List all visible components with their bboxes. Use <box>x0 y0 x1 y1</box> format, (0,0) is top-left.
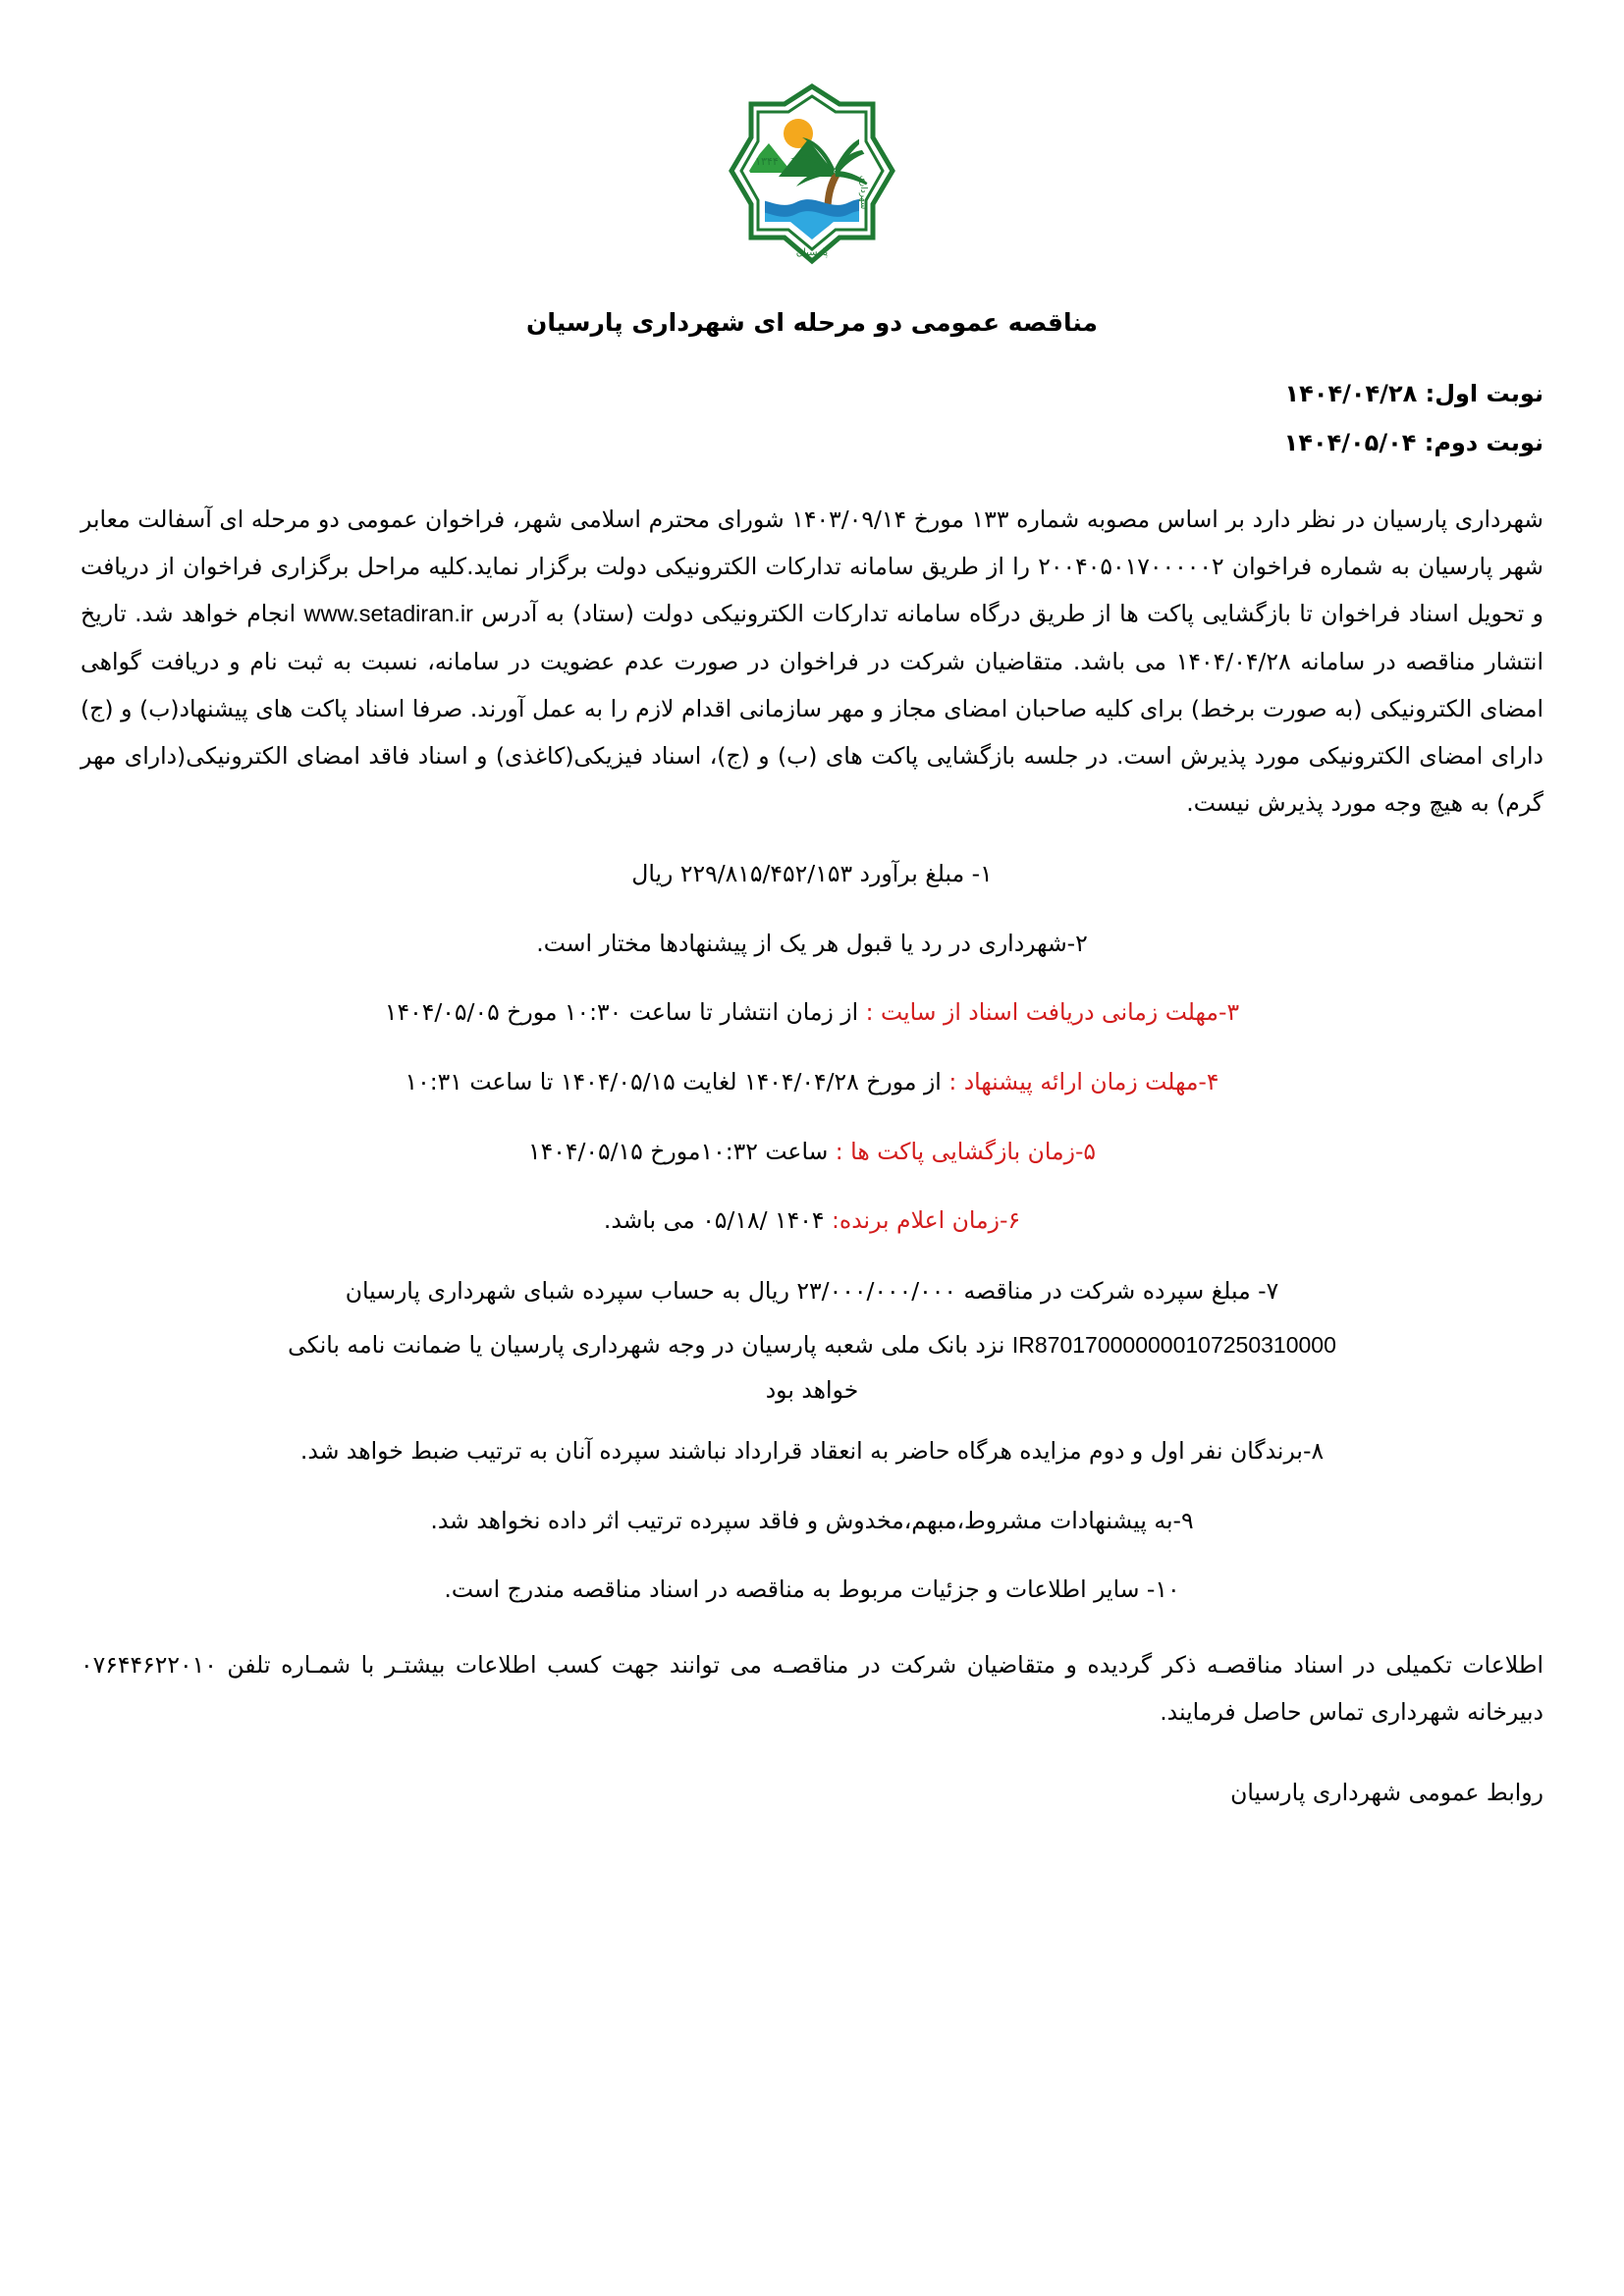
item-4-text: از مورخ ۱۴۰۴/۰۴/۲۸ لغایت ۱۴۰۴/۰۵/۱۵ تا ساعت ۱۰:۳۱ <box>405 1068 949 1096</box>
item-8-text: ۸-برندگان نفر اول و دوم مزایده هرگاه حاضر به انعقاد قرارداد نباشند سپرده آنان به ترتیب ضبط خواهد شد. <box>299 1437 1325 1466</box>
list-item <box>81 1060 1543 1104</box>
closing-paragraph: اطلاعات تکمیلی در اسناد مناقصـه ذکر گردیده و متقاضیان شرکت در مناقصـه می توانند جهت کسب اطلاعات بیشتـر با شمـاره تلفن ۰۷۶۴۴۶۲۲۰۱۰ دبیرخانه شهرداری تماس حاصل فرمایند. <box>81 1650 1543 1727</box>
list-item <box>81 922 1543 966</box>
item-7-line-2 <box>81 1322 1543 1368</box>
item-10-text: ۱۰- سایر اطلاعات و جزئیات مربوط به مناقصه در اسناد مناقصه مندرج است. <box>444 1575 1180 1604</box>
numbered-items-list <box>81 852 1543 1612</box>
item-1-text: ۱- مبلغ برآورد ۲۲۹/۸۱۵/۴۵۲/۱۵۳ ریال <box>631 860 993 888</box>
intro-part-2: انجام خواهد شد. تاریخ انتشار مناقصه در سامانه ۱۴۰۴/۰۴/۲۸ می باشد. متقاضیان شرکت در فراخوان در صورت عدم عضویت در سامانه، نسبت به ثبت نام و دریافت گواهی امضای الکترونیکی (به صورت برخط) برای کلیه صاحبان امضای مجاز و مهر سازمانی اقدام لازم را به عمل آورند. صرفا اسناد پاکت های پیشنهاد(ب) و (ج) دارای امضای الکترونیکی مورد پذیرش است. در جلسه بازگشایی پاکت های (ب) و (ج)، اسناد فیزیکی(کاغذی) و اسناد فاقد امضای الکترونیکی(دارای مهر گرم) به هیچ وجه مورد پذیرش نیست. <box>81 600 1543 818</box>
logo-container <box>81 0 1543 269</box>
item-6-label: ۶-زمان اعلام برنده: <box>831 1206 1021 1235</box>
list-item <box>81 1429 1543 1473</box>
round-first: نوبت اول: ۱۴۰۴/۰۴/۲۸ <box>1284 380 1543 407</box>
list-item <box>81 1199 1543 1243</box>
item-3-text: از زمان انتشار تا ساعت ۱۰:۳۰ مورخ ۱۴۰۴/۰۵/۰۵ <box>384 998 866 1027</box>
item-2-text: ۲-شهرداری در رد یا قبول هر یک از پیشنهادها مختار است. <box>536 929 1088 957</box>
parsian-municipality-logo-icon <box>724 82 900 269</box>
svg-text:شهرداری: شهرداری <box>858 175 868 210</box>
publication-rounds <box>81 380 1543 456</box>
setadiran-url[interactable]: www.setadiran.ir <box>303 601 473 627</box>
svg-text:۱۳۴۴: ۱۳۴۴ <box>755 155 779 168</box>
svg-text:پارسیان: پارسیان <box>795 247 829 258</box>
list-item <box>81 1499 1543 1543</box>
round-second: نوبت دوم: ۱۴۰۴/۰۵/۰۴ <box>1283 429 1543 456</box>
item-7-line-1: ۷- مبلغ سپرده شرکت در مناقصه ۲۳/۰۰۰/۰۰۰/۰۰۰ ریال به حساب سپرده شبای شهرداری پارسیان <box>345 1277 1279 1306</box>
item-6-text: ۱۴۰۴ /۰۵/۱۸ می باشد. <box>603 1206 832 1235</box>
list-item <box>81 852 1543 896</box>
item-7-line-3: خواهد بود <box>765 1376 859 1405</box>
item-5-text: ساعت ۱۰:۳۲مورخ ۱۴۰۴/۰۵/۱۵ <box>527 1137 836 1165</box>
list-item <box>81 1130 1543 1174</box>
intro-paragraph <box>81 496 1543 827</box>
signature-line: روابط عمومی شهرداری پارسیان <box>1230 1779 1543 1807</box>
item-4-label: ۴-مهلت زمان ارائه پیشنهاد : <box>948 1068 1219 1096</box>
item-3-label: ۳-مهلت زمانی دریافت اسناد از سایت : <box>865 998 1240 1027</box>
item-5-label: ۵-زمان بازگشایی پاکت ها : <box>835 1137 1097 1165</box>
bank-iban: IR870170000000107250310000 <box>1011 1332 1336 1359</box>
item-7-bank-text: نزد بانک ملی شعبه پارسیان در وجه شهرداری پارسیان یا ضمانت نامه بانکی <box>288 1331 1012 1360</box>
list-item <box>81 1568 1543 1612</box>
list-item <box>81 990 1543 1035</box>
page-title: مناقصه عمومی دو مرحله ای شهرداری پارسیان <box>525 308 1099 337</box>
item-9-text: ۹-به پیشنهادات مشروط،مبهم،مخدوش و فاقد سپرده ترتیب اثر داده نخواهد شد. <box>430 1506 1194 1534</box>
intro-part-1: شهرداری پارسیان در نظر دارد بر اساس مصوبه شماره ۱۳۳ مورخ ۱۴۰۳/۰۹/۱۴ شورای محترم اسلامی شهر، فراخوان عمومی دو مرحله ای آسفالت معابر شهر پارسیان به شماره فراخوان ۲۰۰۴۰۵۰۱۷۰۰۰۰۰۲ را از طریق سامانه تدارکات الکترونیکی دولت برگزار نماید.کلیه مراحل برگزاری فراخوان از دریافت و تحویل اسناد فراخوان تا بازگشایی پاکت ها از طریق درگاه سامانه تدارکات الکترونیکی دولت (ستاد) به آدرس <box>81 506 1543 628</box>
